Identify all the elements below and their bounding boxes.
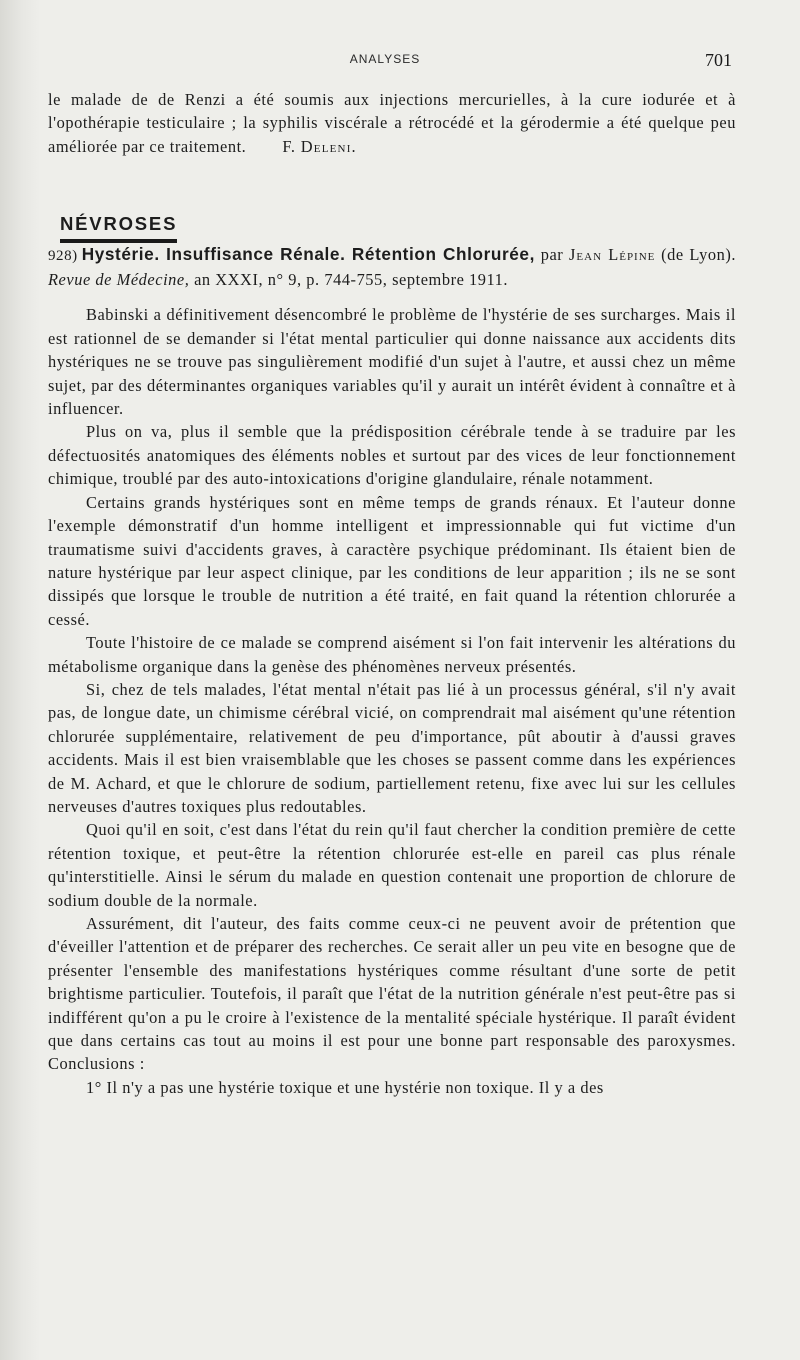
entry-number: 928)	[48, 247, 78, 264]
body-paragraph-7: Assurément, dit l'auteur, des faits comme ceux-ci ne peuvent avoir de prétention que d'éveiller l'attention et de préparer des recherches. Ce serait aller un peu vite en besogne que de présenter l'ensemble des manifestations hystériques comme résultant d'une sorte de petit brightisme particulier. Toutefois, il paraît que l'état de la nutrition générale n'est peut-être pas si indifférent qu'on a pu le croire à l'existence de la mentalité spéciale hystérique. Il paraît évident que dans certains cas tout au moins il est pour une bonne part responsable des paroxysmes. Conclusions :	[48, 914, 736, 1074]
review-signature	[282, 135, 357, 158]
signature-name: Deleni.	[300, 136, 357, 156]
page-header	[0, 50, 800, 74]
page-number: 701	[705, 50, 732, 70]
body-paragraph-8: 1° Il n'y a pas une hystérie toxique et une hystérie non toxique. Il y a des	[86, 1077, 604, 1097]
carryover-text: le malade de de Renzi a été soumis aux injections mercurielles, à la cure iodurée et à l'opothérapie testiculaire ; la syphilis viscérale a rétrocédé et la gérodermie a été quelque peu améliorée par ce traitement.	[48, 90, 736, 156]
entry-journal: Revue de Médecine,	[48, 270, 190, 290]
page-edge-shadow	[0, 0, 40, 1360]
page-content	[48, 88, 736, 1099]
body-paragraph-5: Si, chez de tels malades, l'état mental n'était pas lié à un processus général, s'il n'y avait pas, de longue date, un chimisme cérébral vicié, on comprendrait mal aisément qu'une rétention chlorurée supplémentaire, relativement de peu d'importance, pût aboutir à d'aussi graves accidents. Mais il est bien vraisemblable que les choses se passent comme dans les expériences de M. Achard, et que le chlorure de sodium, partiellement retenu, fixe avec lui sur les cellules nerveuses d'autres toxiques plus redoutables.	[48, 679, 736, 816]
entry-citation: an XXXI, n° 9, p. 744-755, septembre 1911.	[194, 270, 509, 290]
review-body	[48, 303, 736, 1099]
body-paragraph-2: Plus on va, plus il semble que la prédisposition cérébrale tende à se traduire par les défectuosités anatomiques des éléments nobles et surtout par des vices de leur fonctionnement chimique, troublé par des auto-intoxications d'origine glandulaire, rénale notamment.	[48, 422, 736, 489]
entry-place: (de Lyon).	[661, 244, 736, 264]
body-paragraph-3: Certains grands hystériques sont en même temps de grands rénaux. Et l'auteur donne l'exemple démonstratif d'un homme intelligent et impressionnable qui fut victime d'un traumatisme suivi d'accidents graves, à caractère psychique prédominant. Ils étaient bien de nature hystérique par leur aspect clinique, par les conditions de leur apparition ; ils ne se sont dissipés que lorsque le trouble de nutrition a été traité, en fait quand la rétention chlorurée a cessé.	[48, 492, 736, 629]
entry-by: par	[540, 244, 564, 264]
signature-initial: F.	[282, 136, 296, 156]
entry-heading	[48, 243, 736, 292]
entry-author: Jean Lépine	[569, 244, 656, 264]
carryover-paragraph	[48, 88, 736, 158]
body-paragraph-6: Quoi qu'il en soit, c'est dans l'état du rein qu'il faut chercher la condition première de cette rétention toxique, et peut-être la rétention chlorurée est-elle en pareil cas plus rénale qu'interstitielle. Ainsi le sérum du malade en question contenait une proportion de chlorure de sodium double de la normale.	[48, 820, 736, 910]
running-title: ANALYSES	[349, 52, 421, 66]
section-title: NÉVROSES	[60, 212, 177, 242]
body-paragraph-1: Babinski a définitivement désencombré le problème de l'hystérie de ses surcharges. Mais il est rationnel de se demander si l'état mental particulier qui donne naissance aux accidents dits hystériques ne se trouve pas singulièrement modifié d'un sujet à l'autre, et aussi chez un même sujet, par des déterminantes organiques variables qu'il y aurait un intérêt évident à connaître et à influencer.	[48, 305, 736, 419]
body-paragraph-4: Toute l'histoire de ce malade se comprend aisément si l'on fait intervenir les altérations du métabolisme organique dans la genèse des phénomènes nerveux présentés.	[48, 633, 736, 676]
entry-title: Hystérie. Insuffisance Rénale. Rétention Chlorurée,	[81, 243, 535, 264]
